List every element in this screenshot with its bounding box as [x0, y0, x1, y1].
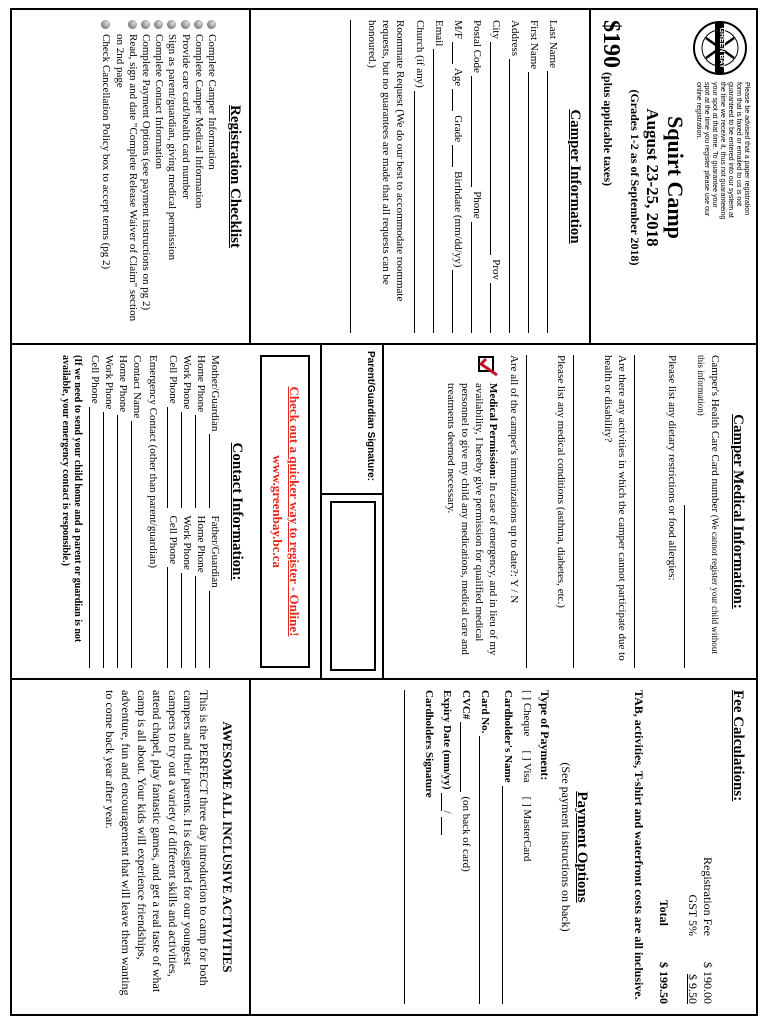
camper-info-section: [344, 10, 589, 343]
card-signature-row: [423, 690, 435, 1004]
church-label: Church (if any): [414, 20, 426, 88]
card-number-label: Card No.: [479, 690, 491, 734]
immunizations-label: Are all of the camper's immunizations up to date?:: [508, 355, 521, 577]
emergency-work-field[interactable]: [103, 412, 116, 668]
care-card-row: [694, 355, 722, 668]
card-signature-label: Cardholders Signature: [423, 690, 435, 798]
checklist: [99, 20, 218, 333]
expiry-label: Expiry Date (mm/yy): [441, 690, 453, 790]
checklist-item-text: Sign as parent/guardian, giving medical permission: [166, 34, 179, 261]
guardians: [167, 355, 224, 668]
divider: [322, 493, 382, 495]
mother-block: [167, 355, 224, 508]
checklist-item-text: Provide care card/health card number: [179, 34, 192, 199]
activities-restriction-label: Are there any activities in which the camper cannot participate due to health or disability?: [602, 355, 628, 661]
activities-body: This is the PERFECT three day introduction to camp for both campers and their parents. It is designed for our youngest campers to try out a variety of different skills and activities, attend chapel, play fantastic games, and get a real taste of what camp is all about. Your kids will experience friendships, adventure, fun and encouragement that will leave them wanting to come back year after year.: [103, 690, 211, 996]
postal-label: Postal Code: [471, 20, 483, 73]
father-cell-row: [167, 516, 180, 669]
bullet-icon: [154, 20, 163, 29]
home-phone-label: Home Phone: [195, 355, 207, 413]
price-row: [597, 10, 624, 343]
care-card-field[interactable]: [685, 505, 694, 668]
cardholder-row: [502, 690, 515, 1004]
conditions-label: Please list any medical conditions (asthma, diabetes, etc.): [555, 355, 568, 608]
father-block: [167, 516, 224, 669]
medical-permission-body: In case of emergency, and in lieu of my availability, I hereby give permission for qualified medical personnel to give my child any medications, medical care and treatments deemed necessary.: [445, 383, 499, 656]
mother-row: [209, 355, 222, 508]
prov-field[interactable]: [490, 283, 503, 333]
gst-label: GST 5%: [686, 894, 700, 936]
roommate-request-field[interactable]: [350, 20, 365, 333]
bullet-icon: [141, 20, 150, 29]
total-label: Total: [657, 899, 671, 926]
checklist-item-text: Read, sign and date "Complete Release Waiver of Claim" section on 2nd page: [113, 34, 139, 322]
expiry-month-field[interactable]: [441, 793, 454, 811]
email-field[interactable]: [433, 49, 446, 333]
emergency-cell-field[interactable]: [89, 407, 102, 668]
bullet-icon: [194, 20, 203, 29]
registration-fee-value: $ 190.00: [701, 962, 715, 1004]
visa-option[interactable]: [ ] Visa: [521, 750, 533, 783]
medical-permission-text: [444, 383, 499, 668]
cardholder-label: Cardholder's Name: [502, 690, 514, 783]
column-medical-contact: [12, 345, 756, 680]
mother-home-row: [195, 355, 208, 508]
divider: [382, 345, 384, 678]
payment-type-label: Type of Payment:: [538, 690, 552, 781]
divider: [589, 10, 591, 343]
first-name-row: [528, 20, 541, 333]
roommate-request-label: Roommate Request (We do our best to accommodate roommate requests, but no guarantees are made that all requests can be honoured.): [366, 20, 406, 302]
birthdate-field[interactable]: [452, 270, 465, 333]
last-name-label: Last Name: [547, 20, 559, 68]
last-name-row: [547, 20, 560, 333]
checklist-item: [152, 20, 165, 333]
signature-row: [322, 345, 382, 678]
online-promo-text: Check out a quicker way to register - Online!: [287, 386, 302, 637]
mother-work-field[interactable]: [181, 412, 194, 507]
fee-inclusive-note: TAB, activities, T-shirt and waterfront costs are all inclusive.: [632, 690, 646, 1000]
cell-phone-label: Cell Phone: [167, 355, 179, 404]
church-field[interactable]: [414, 91, 427, 333]
father-home-field[interactable]: [195, 576, 208, 668]
checkbox-checked-icon[interactable]: [477, 355, 499, 377]
expiry-row: [441, 690, 454, 1004]
medical-section: [438, 345, 756, 678]
checklist-item: [113, 20, 139, 333]
registration-fee-row: [700, 690, 715, 1004]
checklist-section: [93, 10, 249, 343]
parent-signature-box[interactable]: [330, 501, 376, 671]
email-label: Email: [433, 20, 445, 47]
email-row: [433, 20, 446, 333]
work-phone-label: Work Phone: [103, 355, 116, 410]
father-cell-field[interactable]: [167, 567, 180, 668]
divider: [249, 680, 251, 1014]
logo-center-text: GREEN BAY: [718, 27, 725, 69]
home-phone-label: Home Phone: [117, 355, 130, 413]
checklist-item: [178, 20, 191, 333]
green-bay-logo: [692, 20, 748, 76]
checklist-item-text: Complete Payment Options (see payment instructions on pg 2): [140, 34, 153, 311]
payment-type-options: [521, 690, 533, 1004]
cvc-row: [460, 690, 473, 1004]
checklist-item: [205, 20, 218, 333]
church-row: [414, 20, 427, 333]
father-field[interactable]: [209, 591, 222, 668]
mother-work-row: [181, 355, 194, 508]
postal-field[interactable]: [471, 76, 484, 187]
father-row: [209, 516, 222, 669]
payment-section: [398, 680, 596, 1014]
checklist-item-text: Complete Contact Information: [153, 34, 166, 170]
card-signature-field[interactable]: [404, 690, 423, 1004]
emergency-note: (If we need to send your child home and a parent or guardian is not available, your emergency contact is responsible.): [59, 355, 84, 643]
emergency-label: Emergency Contact (other than parent/guardian): [147, 355, 159, 568]
camp-grades: (Grades 1-2 as of September 2018): [628, 89, 642, 266]
bullet-icon: [207, 20, 216, 29]
bullet-icon: [102, 20, 111, 29]
emergency-cell-row: [89, 355, 102, 668]
camp-name: Squirt Camp: [663, 116, 688, 239]
phone-field[interactable]: [471, 222, 484, 333]
online-promo-box: [260, 355, 310, 668]
conditions-field[interactable]: [527, 355, 554, 668]
care-card-note: (We cannot register your child without this information): [696, 355, 720, 654]
emergency-name-field[interactable]: [131, 421, 144, 668]
city-field[interactable]: [490, 42, 503, 255]
prov-label: Prov: [490, 259, 502, 280]
contact-section: [52, 345, 251, 678]
city-label: City: [490, 20, 502, 39]
cell-phone-label: Cell Phone: [89, 355, 102, 404]
bullet-icon: [128, 20, 137, 29]
grade-field[interactable]: [452, 145, 465, 167]
cvc-field[interactable]: [460, 722, 473, 792]
last-name-field[interactable]: [547, 71, 560, 333]
cardholder-field[interactable]: [502, 786, 515, 1004]
dietary-label: Please list any dietary restrictions or food allergies:: [666, 355, 679, 581]
medical-permission: [444, 355, 499, 668]
contact-title: Contact Information:: [229, 442, 245, 581]
mother-home-field[interactable]: [195, 415, 208, 507]
checklist-item-text: Complete Camper Information: [206, 34, 218, 170]
father-label: Father/Guardian: [209, 515, 221, 588]
total-row: [656, 690, 671, 1004]
cvc-note: (on back of card): [460, 796, 472, 872]
expiry-separator: /: [441, 810, 453, 814]
divider: [320, 345, 322, 678]
fee-title: Fee Calculations:: [730, 690, 746, 802]
fee-section: [625, 680, 756, 1014]
mother-cell-field[interactable]: [167, 407, 180, 508]
payment-subtitle: (See payment instructions on back): [559, 762, 573, 932]
cheque-option[interactable]: [ ] Cheque: [521, 690, 533, 737]
medical-title: Camper Medical Information:: [730, 414, 746, 609]
registration-fee-label: Registration Fee: [701, 857, 715, 936]
gst-row: [685, 690, 700, 1004]
payment-title: Payment Options: [574, 791, 590, 903]
address-row: [509, 20, 522, 333]
divider: [249, 10, 251, 343]
mother-label: Mother/Guardian: [209, 355, 221, 432]
expiry-year-field[interactable]: [441, 817, 454, 835]
activities-restriction-field[interactable]: [573, 355, 600, 668]
age-field[interactable]: [452, 89, 465, 111]
column-camper: [12, 10, 756, 345]
dietary-field[interactable]: [634, 355, 665, 668]
bullet-icon: [167, 20, 176, 29]
price-note: (plus applicable taxes): [601, 72, 615, 187]
mf-label: M/F: [452, 20, 464, 39]
parent-signature-label: Parent/Guardian Signature:: [365, 351, 376, 482]
camper-info-title: Camper Information: [567, 109, 583, 244]
mother-cell-row: [167, 355, 180, 508]
immunizations-row: [507, 355, 521, 668]
camp-dates: August 23-25, 2018: [643, 108, 662, 247]
online-promo-link[interactable]: www.greenbay.bc.ca: [270, 455, 286, 568]
father-work-field[interactable]: [181, 573, 194, 668]
checklist-item: [165, 20, 178, 333]
cell-phone-label: Cell Phone: [167, 515, 179, 565]
immunizations-yn[interactable]: Y / N: [508, 579, 521, 604]
grade-label: Grade: [452, 115, 464, 143]
column-payment: [12, 680, 756, 1014]
mastercard-option[interactable]: [ ] MasterCard: [521, 796, 533, 862]
emergency-home-row: [117, 355, 130, 668]
work-phone-label: Work Phone: [181, 355, 193, 410]
form-frame: [10, 8, 758, 1016]
card-number-row: [479, 690, 492, 1004]
care-card-label: Camper's Health Care Card number: [709, 355, 721, 513]
camp-heading: [627, 20, 688, 335]
card-number-field[interactable]: [479, 736, 492, 1004]
gst-value: $ 9.50: [686, 974, 700, 1004]
activities-section: [96, 680, 249, 1014]
birthdate-label: Birthdate (mm/dd/yy): [452, 171, 464, 268]
first-name-label: First Name: [528, 20, 540, 70]
checklist-item-text: Complete Camper Medical Information: [192, 34, 205, 209]
registration-advisory: Please be advised that a paper registration form that is faxed or emailed to us is not guaranteed to be entered into our system at the time we receive it, thus not guaranteeing your spot at that time. To guarantee your spot at the time you register please use our online registration.: [694, 82, 750, 220]
address-field[interactable]: [509, 59, 522, 333]
father-home-row: [195, 516, 208, 669]
home-phone-label: Home Phone: [195, 515, 207, 573]
father-work-row: [181, 516, 194, 669]
age-label: Age: [452, 67, 464, 87]
city-row: [490, 20, 503, 333]
camp-price: $190: [598, 20, 624, 68]
checklist-title: Registration Checklist: [227, 105, 243, 248]
checklist-item-text: Check Cancellation Policy box to accept terms (pg 2): [100, 34, 113, 270]
first-name-field[interactable]: [528, 72, 541, 333]
activities-title: AWESOME ALL INCLUSIVE ACTIVITIES: [220, 721, 235, 973]
mf-field[interactable]: [452, 42, 465, 64]
medical-permission-label: Medical Permission:: [486, 383, 499, 480]
mother-field[interactable]: [209, 434, 222, 507]
contact-name-label: Contact Name: [131, 355, 144, 419]
emergency-work-row: [103, 355, 116, 668]
checklist-item: [99, 20, 112, 333]
emergency-home-field[interactable]: [117, 415, 130, 668]
bullet-icon: [181, 20, 190, 29]
address-label: Address: [509, 20, 521, 57]
checklist-item: [192, 20, 205, 333]
emergency-name-row: [131, 355, 144, 668]
postal-row: [471, 20, 484, 333]
demographics-row: [452, 20, 465, 333]
total-value: $ 199.50: [657, 962, 671, 1004]
phone-label: Phone: [471, 191, 483, 219]
cvc-label: CVC#: [460, 690, 472, 720]
work-phone-label: Work Phone: [181, 515, 193, 570]
header-area: [606, 10, 756, 343]
online-promo: [254, 345, 316, 678]
checklist-item: [139, 20, 152, 333]
